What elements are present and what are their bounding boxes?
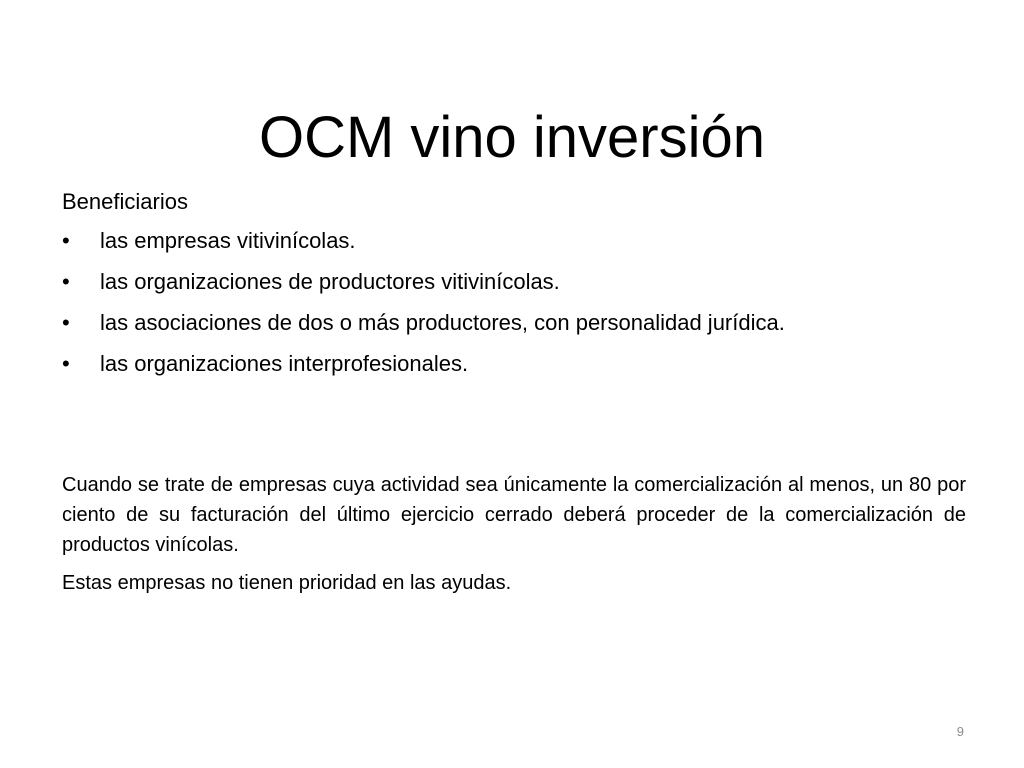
bullet-icon: •	[62, 351, 70, 376]
commercialization-paragraph: Cuando se trate de empresas cuya actividad sea únicamente la comercialización al menos, un 80 por ciento de su facturación del último ejercicio cerrado deberá proceder de la comercialización de productos vinícolas.	[62, 474, 966, 556]
list-item-text: las asociaciones de dos o más productores, con personalidad jurídica.	[100, 310, 785, 335]
list-item-text: las organizaciones de productores vitivinícolas.	[100, 269, 560, 294]
list-item-text: las empresas vitivinícolas.	[100, 228, 356, 253]
list-item	[62, 306, 966, 340]
slide-title: OCM vino inversión	[258, 104, 766, 170]
priority-paragraph: Estas empresas no tienen prioridad en las ayudas.	[62, 572, 512, 594]
bullet-icon: •	[62, 269, 70, 294]
list-item	[62, 224, 966, 258]
page-number: 9	[956, 724, 964, 739]
beneficiaries-list	[62, 224, 966, 381]
list-item	[62, 347, 966, 381]
notes-section	[62, 470, 966, 598]
list-item	[62, 265, 966, 299]
section-heading: Beneficiarios	[62, 189, 188, 214]
list-item-text: las organizaciones interprofesionales.	[100, 351, 469, 376]
beneficiaries-section	[62, 185, 966, 388]
bullet-icon: •	[62, 310, 70, 335]
bullet-icon: •	[62, 228, 70, 253]
